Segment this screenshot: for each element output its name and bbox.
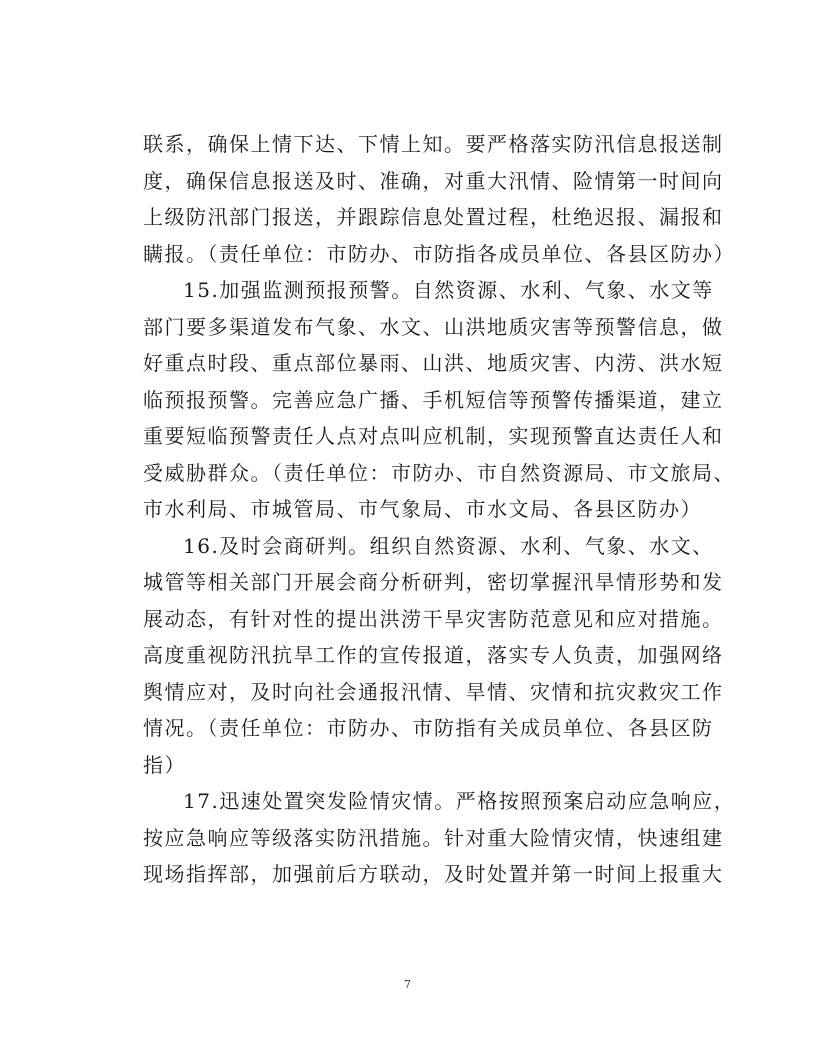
text-line: 上级防汛部门报送，并跟踪信息处置过程，杜绝迟报、漏报和 <box>143 205 724 229</box>
text-line: 舆情应对，及时向社会通报汛情、旱情、灾情和抗灾救灾工作 <box>143 679 724 704</box>
text-line: 现场指挥部，加强前后方联动，及时处置并第一时间上报重大 <box>143 862 724 886</box>
text-line: 受威胁群众。（责任单位：市防办、市自然资源局、市文旅局、 <box>143 460 735 485</box>
text-line: 按应急响应等级落实防汛措施。针对重大险情灾情，快速组建 <box>143 825 724 850</box>
text-line: 指） <box>143 752 186 777</box>
text-line: 城管等相关部门开展会商分析研判，密切掌握汛旱情形势和发 <box>143 570 724 594</box>
section-17-heading-line: 17.迅速处置突发险情灾情。严格按照预案启动应急响应， <box>183 789 736 813</box>
section-16-heading-line: 16.及时会商研判。组织自然资源、水利、气象、水文、 <box>183 533 714 558</box>
text-line: 部门要多渠道发布气象、水文、山洪地质灾害等预警信息，做 <box>143 314 724 339</box>
page-number: 7 <box>404 978 411 991</box>
text-line: 瞒报。（责任单位：市防办、市防指各成员单位、各县区防办） <box>143 241 735 266</box>
section-15-heading-line: 15.加强监测预报预警。自然资源、水利、气象、水文等 <box>183 278 714 302</box>
text-line: 重要短临预警责任人点对点叫应机制，实现预警直达责任人和 <box>143 424 724 448</box>
text-line: 临预报预警。完善应急广播、手机短信等预警传播渠道，建立 <box>143 387 724 412</box>
text-line: 市水利局、市城管局、市气象局、市水文局、各县区防办） <box>143 497 702 521</box>
text-line: 好重点时段、重点部位暴雨、山洪、地质灾害、内涝、洪水短 <box>143 351 724 375</box>
text-line: 联系，确保上情下达、下情上知。要严格落实防汛信息报送制 <box>143 132 724 156</box>
body-text <box>143 126 736 893</box>
text-line: 度，确保信息报送及时、准确，对重大汛情、险情第一时间向 <box>143 168 724 193</box>
text-line: 情况。（责任单位：市防办、市防指有关成员单位、各县区防 <box>143 716 714 740</box>
text-line: 展动态，有针对性的提出洪涝干旱灾害防范意见和应对措施。 <box>143 606 724 631</box>
text-line: 高度重视防汛抗旱工作的宣传报道，落实专人负责，加强网络 <box>143 643 724 667</box>
